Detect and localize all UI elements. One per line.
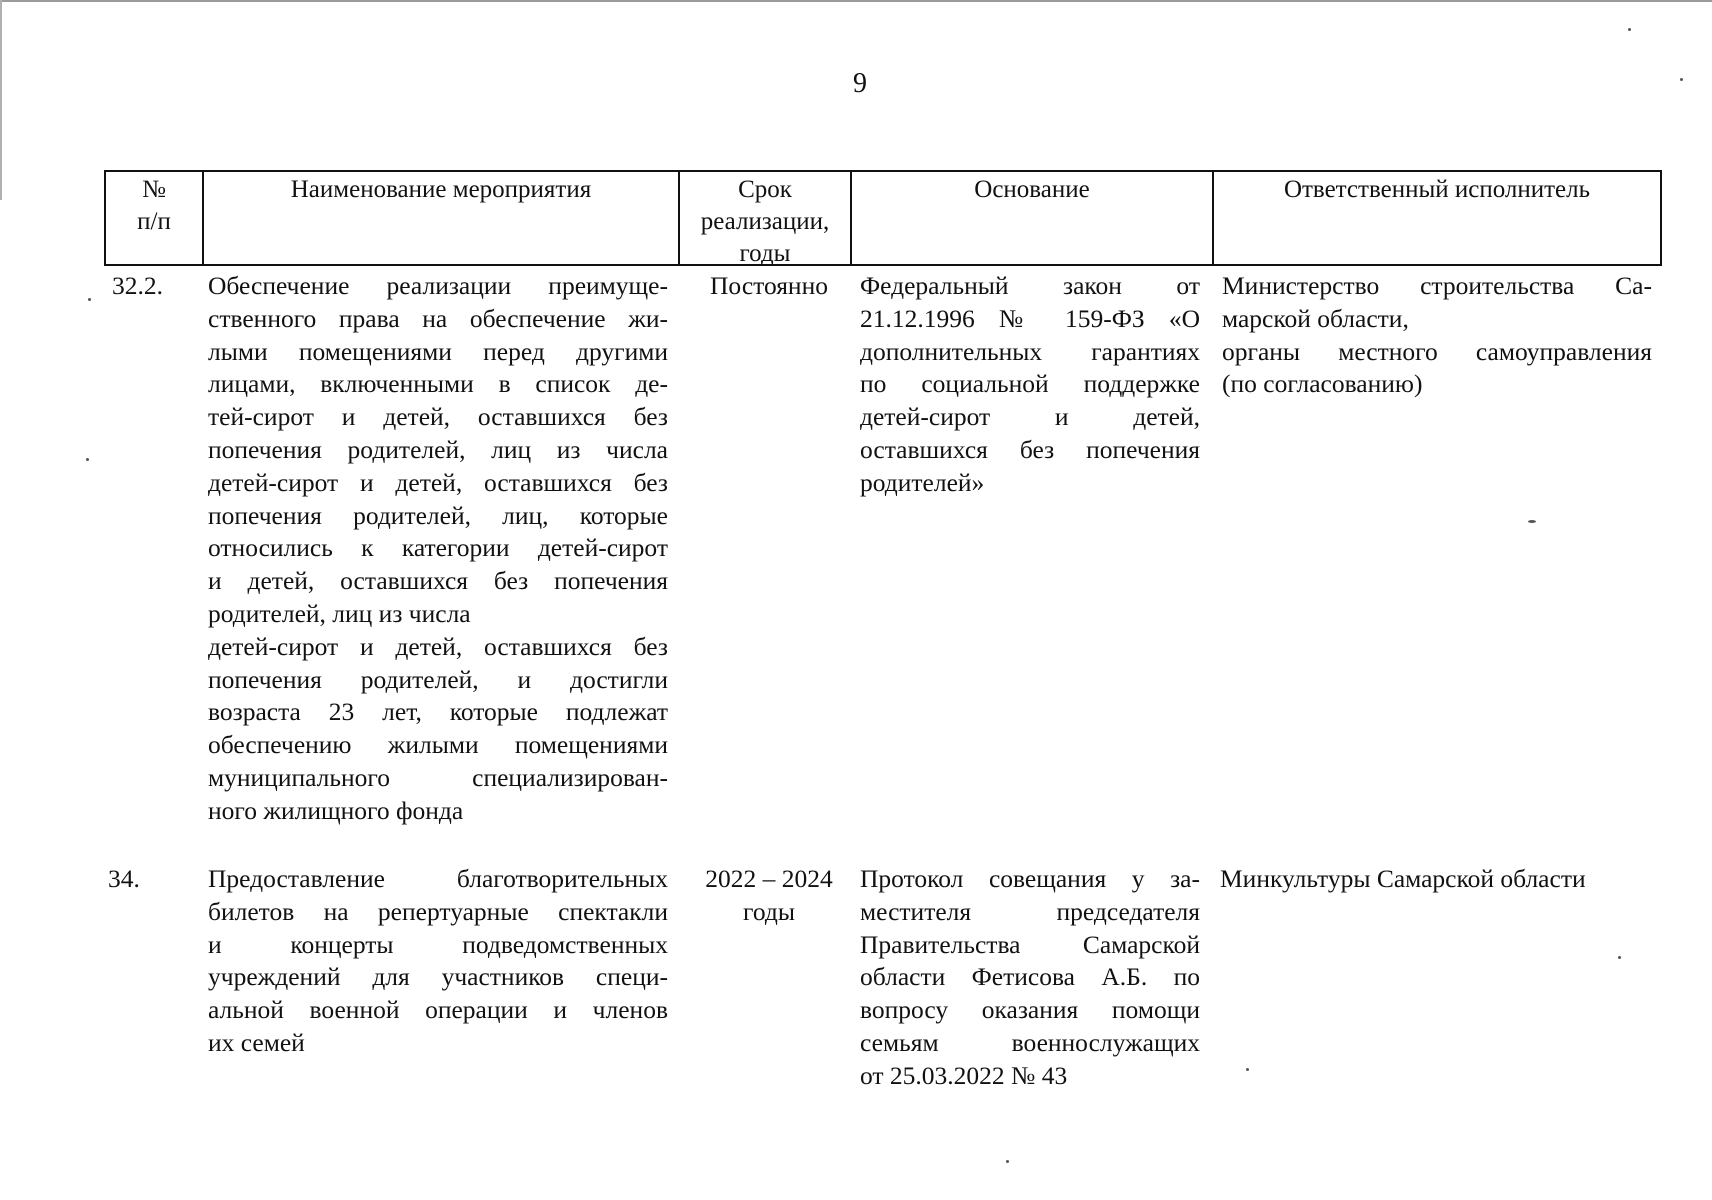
text-line: марской области, [1222, 303, 1409, 333]
activity-term [684, 863, 854, 929]
text-line: Министерство строительства Са- [1222, 271, 1652, 300]
table-row [104, 863, 1662, 1103]
text-line: семьям военнослужащих [860, 1027, 1200, 1057]
text-line: 21.12.1996 № 159-ФЗ «О [860, 303, 1200, 333]
header-text: годы [739, 240, 791, 267]
table-header [104, 170, 1662, 266]
activity-term [684, 270, 854, 303]
text-line: годы [743, 896, 795, 926]
text-line: от 25.03.2022 № 43 [860, 1060, 1068, 1090]
activity-name [208, 863, 668, 1060]
text-line: ственного права на обеспечение жи- [208, 303, 668, 333]
text-line: (по согласованию) [1222, 369, 1423, 399]
text-line: возраста 23 лет, которые подлежат [208, 697, 668, 727]
text-line: муниципального специализирован- [208, 762, 668, 792]
text-line: родителей, лиц из числа [208, 598, 471, 628]
text-line: детей-сирот и детей, оставшихся без [208, 631, 668, 661]
page-number: 9 [853, 68, 867, 99]
scan-speck [1680, 78, 1683, 81]
text-line: области Фетисова А.Б. по [860, 962, 1200, 992]
header-text: п/п [137, 208, 171, 235]
header-text: № [142, 176, 166, 203]
activity-name [208, 270, 668, 828]
text-line: детей-сирот и детей, оставшихся без [208, 467, 668, 497]
text-line: Минкультуры Самарской области [1220, 864, 1586, 893]
scan-speck [86, 458, 89, 461]
header-cell-number [106, 172, 204, 264]
text-line: Предоставление благотворительных [208, 864, 668, 893]
header-text: реализации, [700, 208, 830, 235]
scan-edge-top [0, 0, 1712, 2]
text-line: ного жилищного фонда [208, 795, 464, 825]
text-line: их семей [208, 1027, 305, 1057]
text-line: органы местного самоуправления [1222, 336, 1652, 366]
activity-responsible [1220, 863, 1650, 896]
scan-speck [1006, 1160, 1009, 1163]
text-line: 2022 – 2024 [705, 864, 833, 893]
row-number: 32.2. [112, 271, 163, 300]
activity-basis [860, 270, 1200, 500]
scan-speck [1628, 28, 1631, 31]
text-line: по социальной поддержке [860, 369, 1200, 399]
activity-basis [860, 863, 1200, 1093]
header-text: Основание [974, 176, 1090, 203]
text-line: Протокол совещания у за- [860, 864, 1200, 893]
text-line: попечения родителей, лиц, которые [208, 500, 668, 530]
header-text: Ответственный исполнитель [1283, 176, 1591, 203]
scan-edge-left [0, 0, 2, 200]
text-line: лицами, включенными в список де- [208, 369, 668, 399]
activities-table [104, 170, 1662, 1103]
header-text: Срок [738, 176, 792, 203]
scan-speck [1246, 1068, 1249, 1071]
text-line: лыми помещениями перед другими [208, 336, 668, 366]
text-line: альной военной операции и членов [208, 995, 668, 1025]
text-line: учреждений для участников специ- [208, 962, 668, 992]
table-row [104, 270, 1662, 858]
text-line: тей-сирот и детей, оставшихся без [208, 402, 668, 432]
scan-speck [1618, 956, 1621, 959]
header-cell-term [680, 172, 852, 267]
text-line: местителя председателя [860, 896, 1200, 926]
activity-responsible [1222, 270, 1652, 401]
header-cell-basis [852, 172, 1214, 264]
header-cell-name [204, 172, 680, 264]
text-line: и детей, оставшихся без попечения [208, 566, 668, 596]
text-line: относились к категории детей-сирот [208, 533, 668, 563]
scan-speck [1528, 520, 1536, 523]
text-line: вопросу оказания помощи [860, 995, 1200, 1025]
text-line: Постоянно [710, 271, 828, 300]
text-line: и концерты подведомственных [208, 929, 668, 959]
text-line: детей-сирот и детей, [860, 402, 1200, 432]
text-line: оставшихся без попечения [860, 434, 1200, 464]
text-line: Обеспечение реализации преимуще- [208, 271, 668, 300]
header-text: Наименование мероприятия [290, 176, 592, 203]
scan-speck [88, 298, 91, 301]
text-line: дополнительных гарантиях [860, 336, 1200, 366]
text-line: Правительства Самарской [860, 929, 1200, 959]
text-line: родителей» [860, 467, 985, 497]
text-line: Федеральный закон от [860, 271, 1200, 300]
text-line: обеспечению жилыми помещениями [208, 730, 668, 760]
text-line: попечения родителей, лиц из числа [208, 434, 668, 464]
row-number: 34. [108, 864, 140, 893]
header-cell-responsible [1214, 172, 1660, 264]
text-line: билетов на репертуарные спектакли [208, 896, 668, 926]
text-line: попечения родителей, и достигли [208, 664, 668, 694]
